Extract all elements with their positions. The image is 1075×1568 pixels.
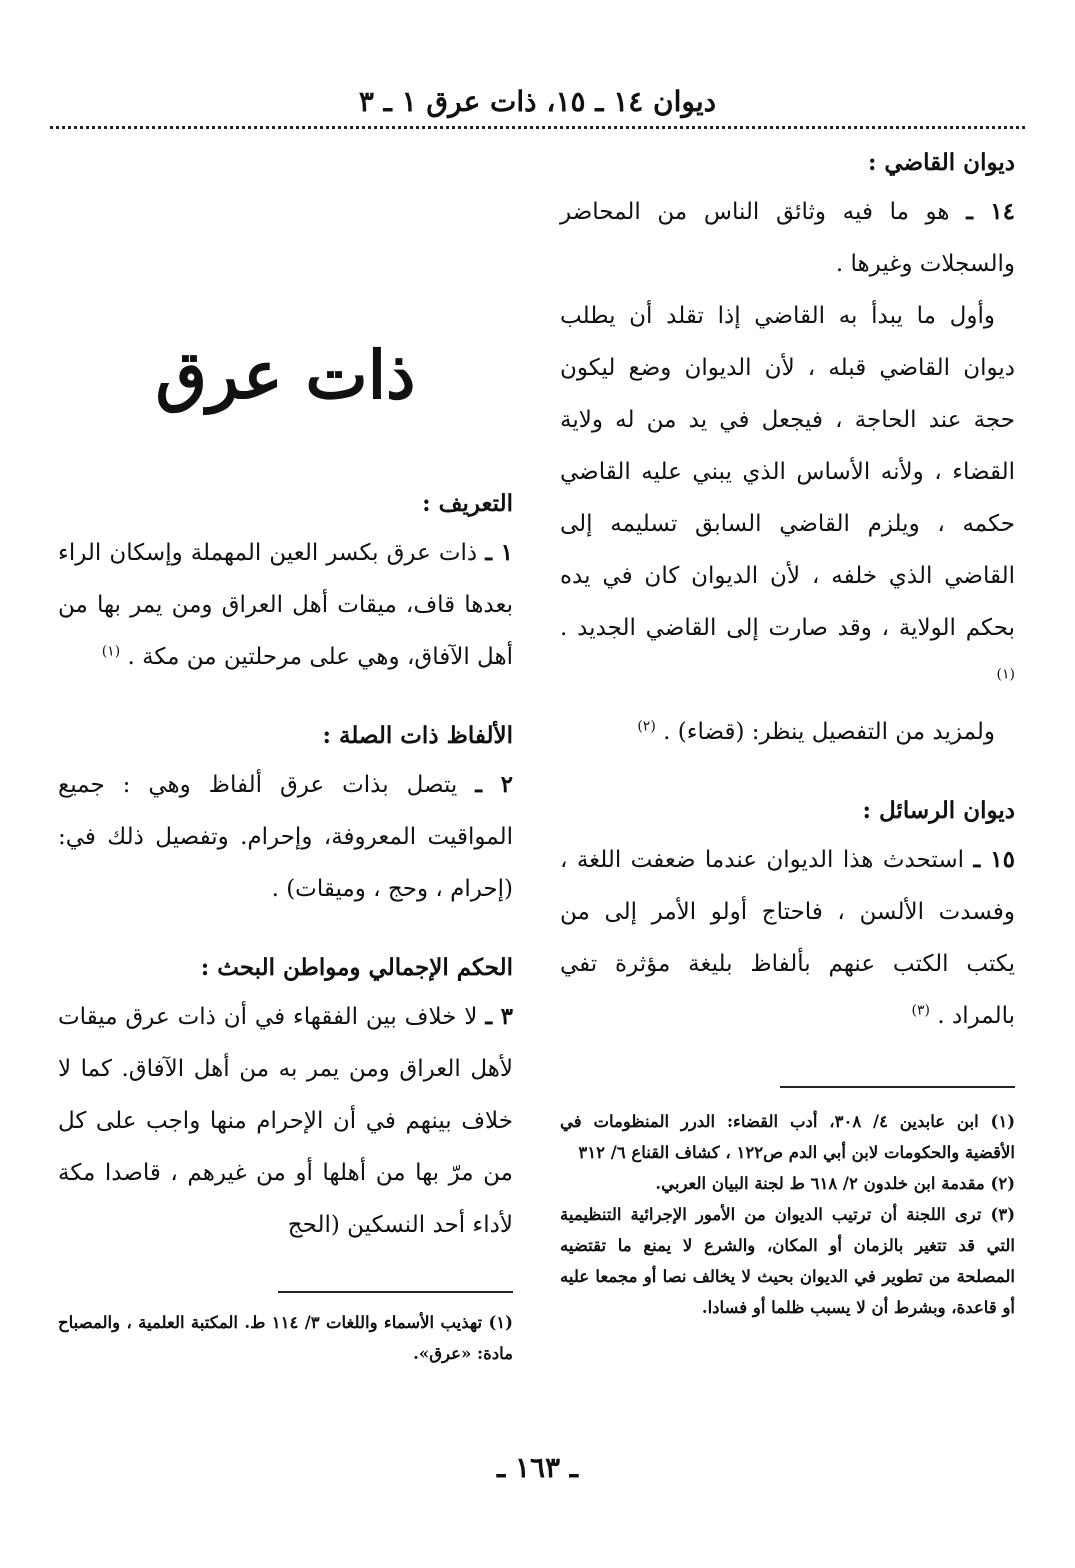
paragraph-1 [58, 527, 513, 683]
paragraph-text: يتصل بذات عرق ألفاظ وهي : جميع المواقيت المعروفة، وإحرام. وتفصيل ذلك في: (إحرام ، وحج ، وميقات) . [58, 772, 513, 902]
paragraph-number: ١٤ ـ [966, 198, 1015, 225]
section-heading-general-ruling: الحكم الإجمالي ومواطن البحث : [200, 954, 513, 981]
paragraph-text: ذات عرق بكسر العين المهملة وإسكان الراء بعدها قاف، ميقات أهل العراق ومن يمر بها من أهل الآفاق، وهي على مرحلتين من مكة . [58, 540, 513, 670]
paragraph-number: ١٥ ـ [973, 846, 1015, 873]
footnote-ref: (١) [101, 643, 121, 660]
paragraph-number: ٢ ـ [475, 771, 514, 798]
paragraph-text: استحدث هذا الديوان عندما ضعفت اللغة ، وفسدت الألسن ، فاحتاج أولو الأمر إلى من يكتب الكتب عنهم بألفاظ بليغة مؤثرة تفي بالمراد . [560, 847, 1015, 1029]
footnote-2: (٢) مقدمة ابن خلدون ٢/ ٦١٨ ط لجنة البيان العربي. [655, 1174, 1015, 1193]
paragraph-text: وأول ما يبدأ به القاضي إذا تقلد أن يطلب ديوان القاضي قبله ، لأن الديوان وضع ليكون حجة عند الحاجة ، فيجعل في يد من له ولاية القضاء ، ولأنه الأساس الذي يبني عليه القاضي حكمه ، ويلزم القاضي السابق تسليمه إلى القاضي الذي خلفه ، لأن الديوان كان في يده بحكم الولاية ، وقد صارت إلى القاضي الجديد . [560, 303, 1015, 641]
right-column [560, 140, 1015, 1323]
footnote-ref: (١) [996, 666, 1015, 683]
paragraph-14-see-also [560, 706, 1015, 758]
section-heading-definition: التعريف : [422, 490, 513, 517]
footnote-1-left: (١) تهذيب الأسماء واللغات ٣/ ١١٤ ط. المكتبة العلمية ، والمصباح مادة: «عرق». [58, 1313, 513, 1363]
paragraph-text: هو ما فيه وثائق الناس من المحاضر والسجلات وغيرها . [560, 199, 1015, 277]
paragraph-14 [560, 186, 1015, 290]
footnote-3: (٣) ترى اللجنة أن ترتيب الديوان من الأمور الإجرائية التنظيمية التي قد تتغير بالزمان أو المكان، والشرع لا يمنع ما تقتضيه المصلحة من تطوير في الديوان بحيث لا يخالف نصا أو مجمعا عليه أو قاعدة، وبشرط أن لا يسبب ظلما أو فسادا. [560, 1205, 1015, 1317]
header-dotted-rule [50, 126, 1025, 129]
page-number: ـ ١٦٣ ـ [496, 1451, 579, 1484]
paragraph-3 [58, 991, 513, 1251]
paragraph-15 [560, 834, 1015, 1042]
left-column [58, 140, 513, 1369]
section-heading-related-terms: الألفاظ ذات الصلة : [322, 722, 513, 749]
footnote-1: (١) ابن عابدين ٤/ ٣٠٨، أدب القضاء: الدرر المنظومات في الأقضية والحكومات لابن أبي الدم ص١٢٢ ، كشاف القناع ٦/ ٣١٢ [560, 1112, 1015, 1162]
running-header: ديوان ١٤ ـ ١٥، ذات عرق ١ ـ ٣ [358, 85, 717, 118]
paragraph-14-continued [560, 290, 1015, 706]
paragraph-2 [58, 759, 513, 915]
section-heading-diwan-qadi: ديوان القاضي : [867, 149, 1015, 176]
paragraph-text: لا خلاف بين الفقهاء في أن ذات عرق ميقات لأهل العراق ومن يمر به من أهل الآفاق. كما لا خلاف بينهم في أن الإحرام منها واجب على كل من مرّ بها من أهلها أو من غيرهم ، قاصدا مكة لأداء أحد النسكين (الحج [58, 1004, 513, 1238]
section-heading-diwan-rasail: ديوان الرسائل : [862, 797, 1015, 824]
footnote-ref: (٢) [637, 718, 656, 735]
paragraph-number: ١ ـ [485, 539, 514, 566]
paragraph-text: ولمزيد من التفصيل ينظر: (قضاء) . [663, 719, 995, 745]
paragraph-number: ٣ ـ [485, 1003, 514, 1030]
footnote-ref: (٣) [911, 1002, 931, 1019]
entry-title: ذات عرق [155, 336, 416, 414]
